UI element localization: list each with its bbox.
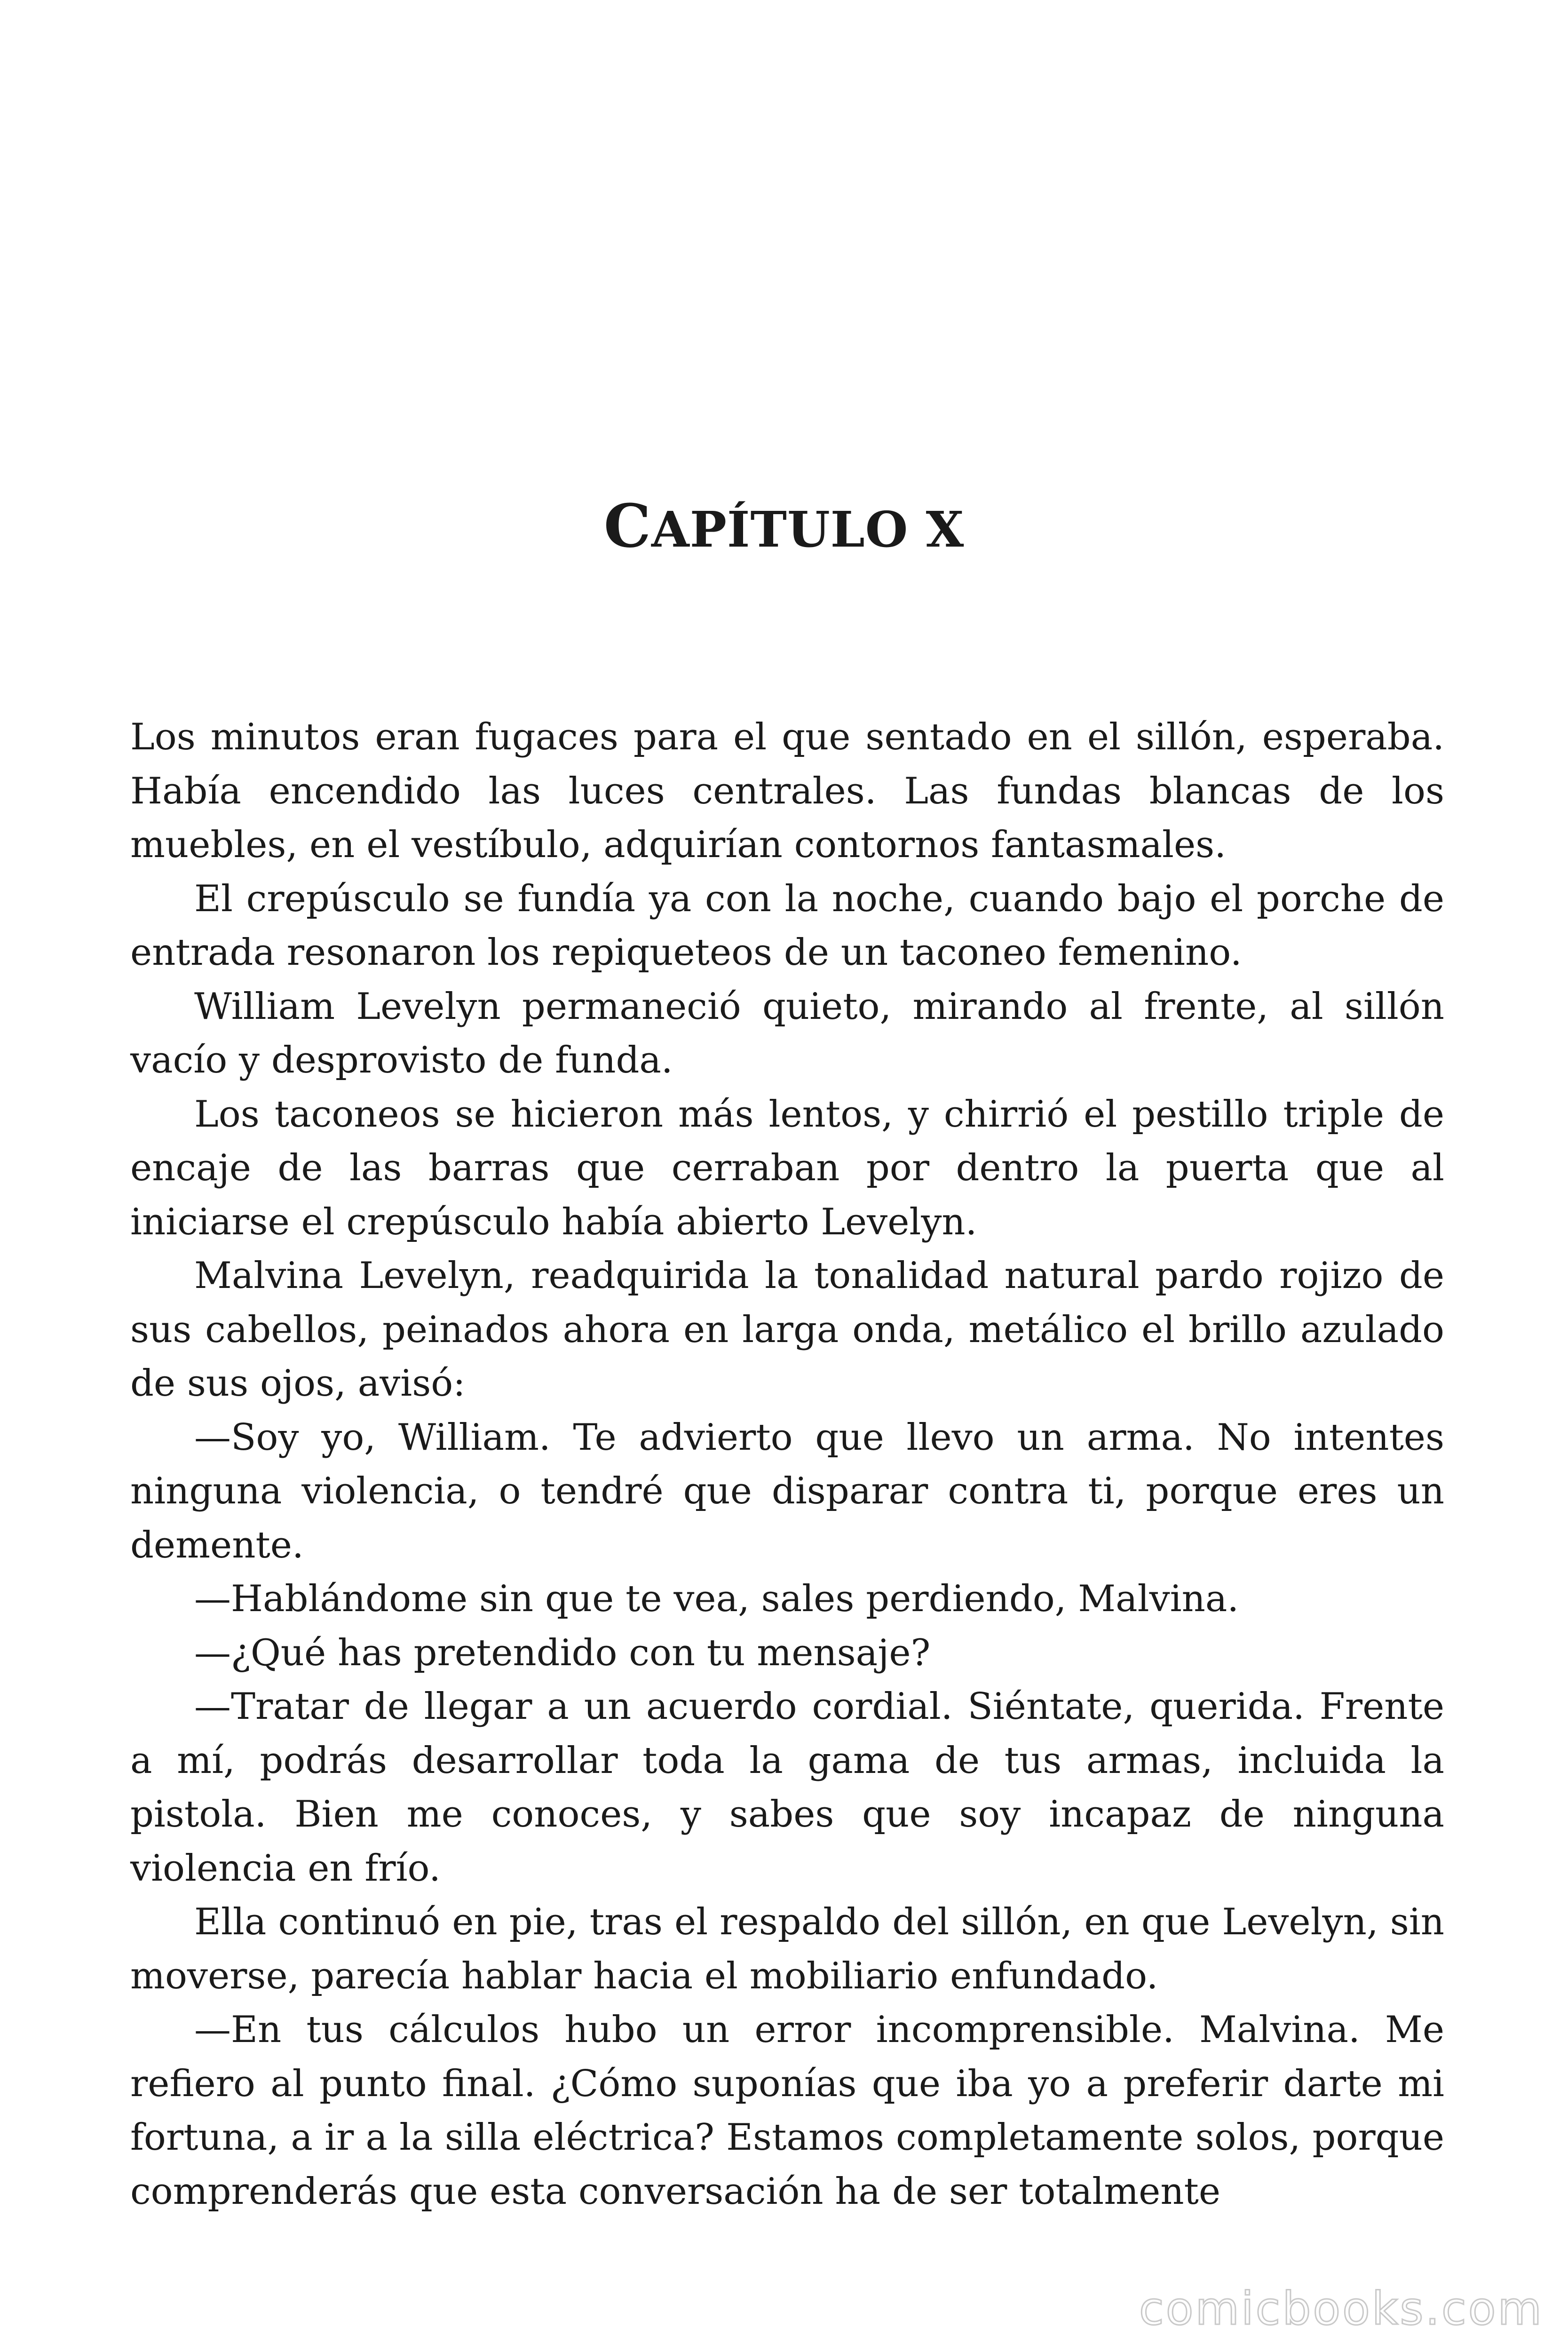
paragraph: —Tratar de llegar a un acuerdo cordial. Siéntate, querida. Frente a mí, podrás desarrollar toda la gama de tus armas, incluida la pistola. Bien me conoces, y sabes que soy incapaz de ninguna violencia en frío. [130, 1685, 1444, 1890]
chapter-title [0, 491, 1568, 561]
chapter-title-rest: APÍTULO X [651, 501, 965, 559]
paragraph: William Levelyn permaneció quieto, mirando al frente, al sillón vacío y desprovisto de funda. [130, 985, 1444, 1081]
paragraph: Los minutos eran fugaces para el que sentado en el sillón, esperaba. Había encendido las luces centrales. Las fundas blancas de los muebles, en el vestíbulo, adquirían contornos fantasmales. [130, 716, 1444, 866]
paragraph: Ella continuó en pie, tras el respaldo del sillón, en que Levelyn, sin moverse, parecía hablar hacia el mobiliario enfundado. [130, 1901, 1444, 1997]
paragraph: El crepúsculo se fundía ya con la noche, cuando bajo el porche de entrada resonaron los repiqueteos de un taconeo femenino. [130, 877, 1444, 974]
watermark: comicbooks.com [1139, 2282, 1544, 2335]
paragraph: Los taconeos se hicieron más lentos, y chirrió el pestillo triple de encaje de las barras que cerraban por dentro la puerta que al iniciarse el crepúsculo había abierto Levelyn. [130, 1093, 1444, 1243]
paragraph: —¿Qué has pretendido con tu mensaje? [194, 1631, 931, 1674]
chapter-body [130, 710, 1444, 2218]
paragraph: —Hablándome sin que te vea, sales perdiendo, Malvina. [194, 1578, 1239, 1620]
paragraph: —Soy yo, William. Te advierto que llevo un arma. No intentes ninguna violencia, o tendré que disparar contra ti, porque eres un demente. [130, 1416, 1444, 1566]
paragraph: Malvina Levelyn, readquirida la tonalidad natural pardo rojizo de sus cabellos, peinados ahora en larga onda, metálico el brillo azulado de sus ojos, avisó: [130, 1255, 1444, 1405]
paragraph: —En tus cálculos hubo un error incomprensible. Malvina. Me refiero al punto final. ¿Cómo suponías que iba yo a preferir darte mi fortuna, a ir a la silla eléctrica? Estamos completamente solos, porque comprenderás que esta conversación ha de ser totalmente [130, 2009, 1444, 2213]
chapter-title-initial: C [603, 491, 652, 561]
